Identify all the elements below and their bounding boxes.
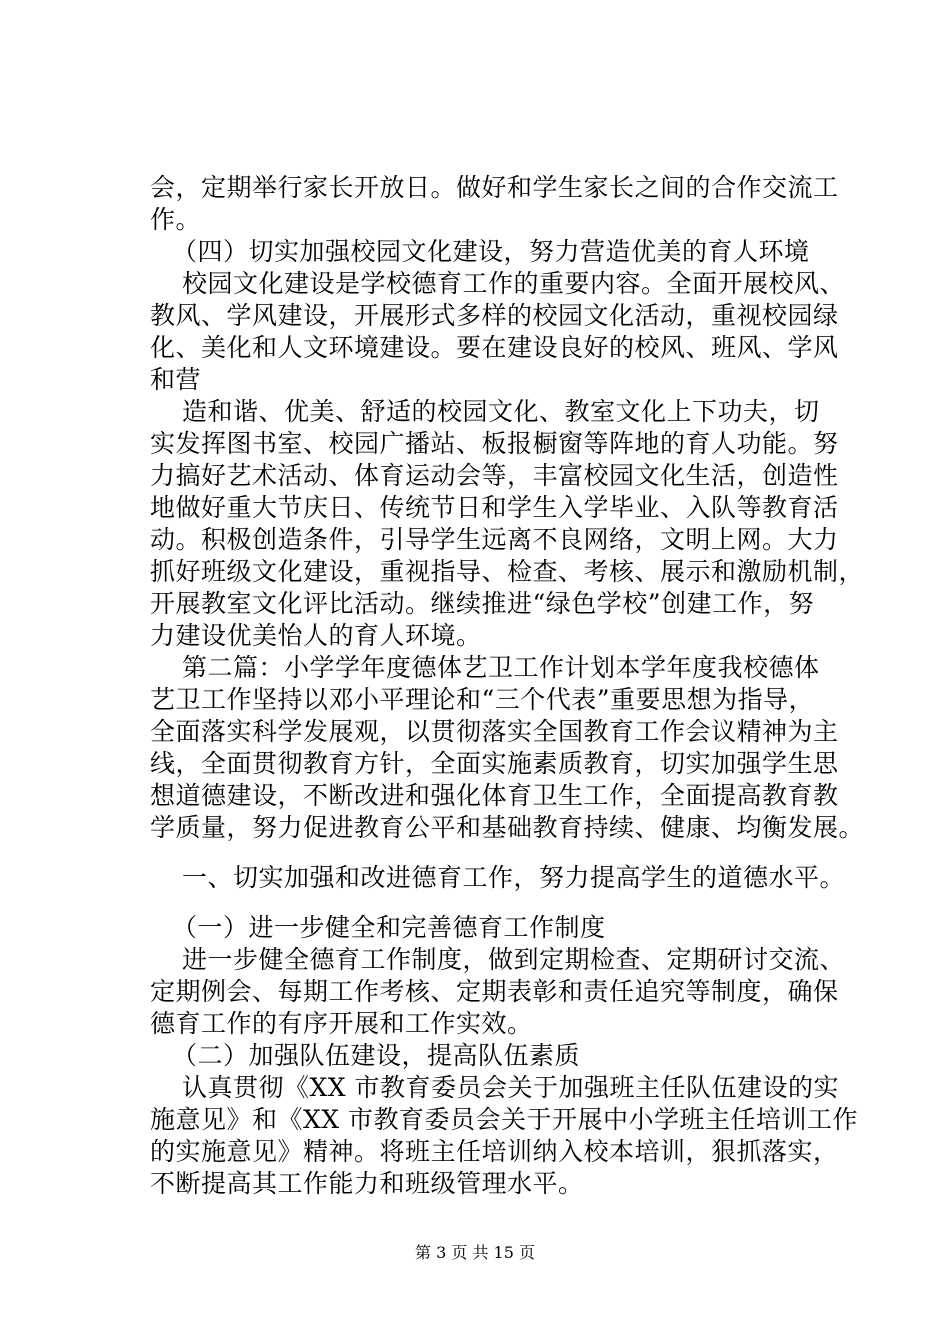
text-line: 的实施意见》精神。将班主任培训纳入校本培训，狠抓落实， bbox=[150, 1137, 839, 1166]
text-line: 力建设优美怡人的育人环境。 bbox=[150, 621, 482, 650]
text-line: 开展教室文化评比活动。继续推进“绿色学校”创建工作，努 bbox=[150, 589, 815, 618]
section-heading: （一）进一步健全和完善德育工作制度 bbox=[172, 913, 606, 942]
text-line: 学质量，努力促进教育公平和基础教育持续、健康、均衡发展。 bbox=[150, 813, 865, 842]
text-line: 想道德建设，不断改进和强化体育卫生工作，全面提高教育教 bbox=[150, 781, 839, 810]
text-line: 作。 bbox=[150, 205, 202, 234]
text-line: 化、美化和人文环境建设。要在建设良好的校风、班风、学风 bbox=[150, 333, 839, 362]
text-line: 造和谐、优美、舒适的校园文化、教室文化上下功夫，切 bbox=[182, 397, 820, 426]
page-number: 第 3 页 共 15 页 bbox=[415, 1243, 535, 1262]
text-line: 认真贯彻《XX 市教育委员会关于加强班主任队伍建设的实 bbox=[182, 1073, 840, 1102]
text-line: 线，全面贯彻教育方针，全面实施素质教育，切实加强学生思 bbox=[150, 749, 839, 778]
text-line: 全面落实科学发展观，以贯彻落实全国教育工作会议精神为主 bbox=[150, 717, 839, 746]
text-line: 定期例会、每期工作考核、定期表彰和责任追究等制度，确保 bbox=[150, 977, 839, 1006]
text-line: 力搞好艺术活动、体育运动会等，丰富校园文化生活，创造性 bbox=[150, 461, 839, 490]
section-heading: （二）加强队伍建设，提高队伍素质 bbox=[172, 1041, 581, 1070]
text-line: 动。积极创造条件，引导学生远离不良网络，文明上网。大力 bbox=[150, 525, 839, 554]
section-heading: 一、切实加强和改进德育工作，努力提高学生的道德水平。 bbox=[182, 863, 846, 892]
text-line: 第二篇：小学学年度德体艺卫工作计划本学年度我校德体 bbox=[182, 653, 820, 682]
text-line: 校园文化建设是学校德育工作的重要内容。全面开展校风、 bbox=[182, 269, 846, 298]
section-heading: （四）切实加强校园文化建设，努力营造优美的育人环境 bbox=[172, 237, 810, 266]
text-line: 地做好重大节庆日、传统节日和学生入学毕业、入队等教育活 bbox=[150, 493, 839, 522]
text-line: 进一步健全德育工作制度，做到定期检查、定期研讨交流、 bbox=[182, 945, 846, 974]
text-line: 德育工作的有序开展和工作实效。 bbox=[150, 1009, 533, 1038]
text-line: 和营 bbox=[150, 365, 202, 394]
text-line: 不断提高其工作能力和班级管理水平。 bbox=[150, 1169, 584, 1198]
text-line: 抓好班级文化建设，重视指导、检查、考核、展示和激励机制， bbox=[150, 557, 865, 586]
text-line: 会，定期举行家长开放日。做好和学生家长之间的合作交流工 bbox=[150, 173, 839, 202]
text-line: 实发挥图书室、校园广播站、板报橱窗等阵地的育人功能。努 bbox=[150, 429, 839, 458]
text-line: 教风、学风建设，开展形式多样的校园文化活动，重视校园绿 bbox=[150, 301, 839, 330]
text-line: 艺卫工作坚持以邓小平理论和“三个代表”重要思想为指导， bbox=[150, 685, 815, 714]
text-line: 施意见》和《XX 市教育委员会关于开展中小学班主任培训工作 bbox=[150, 1105, 859, 1134]
